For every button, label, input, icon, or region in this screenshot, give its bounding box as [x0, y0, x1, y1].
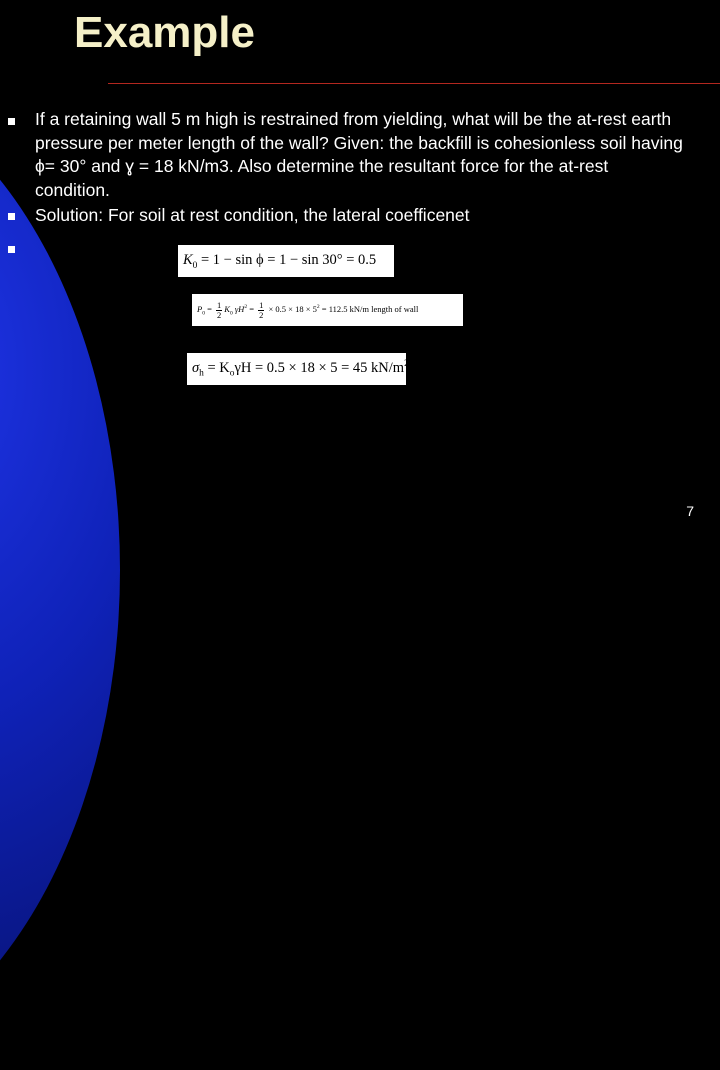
- equation-sigma: $\sigma_h = K_o\gamma H = 0.5 \times 18 \times 5 = 45$ $kN/m^2$: [187, 353, 406, 385]
- page-number: 7: [686, 503, 694, 519]
- bullet-marker: [8, 118, 15, 125]
- title-divider: [108, 83, 720, 84]
- problem-statement: If a retaining wall 5 m high is restrained from yielding, what will be the at-rest earth pressure per meter length of the wall? Given: the backfill is cohesionless soil having ϕ= 30° and ɣ = 18 kN/m3. Also determine the resultant force for the at-rest condition.: [35, 109, 683, 200]
- fraction-half: $\frac{1}{2}$: [259, 300, 264, 320]
- equation-p0: $P_0$ = $\frac{1}{2}$ $K_0$ $\gamma H^2$ = $\frac{1}{2}$ × $0.5 \times 18 \times 5^2 = 112.5$ kN/m length of wall: [192, 294, 463, 326]
- equation-k0: $K_0 = 1 - \sin \phi = 1 - \sin 30^\circ = 0.5$: [178, 245, 394, 277]
- solution-intro: Solution: For soil at rest condition, the lateral coefficenet: [35, 205, 470, 225]
- bullet-marker: [8, 246, 15, 253]
- bullet-marker: [8, 213, 15, 220]
- fraction-half: $\frac{1}{2}$: [217, 300, 222, 320]
- slide-title: Example: [74, 8, 255, 57]
